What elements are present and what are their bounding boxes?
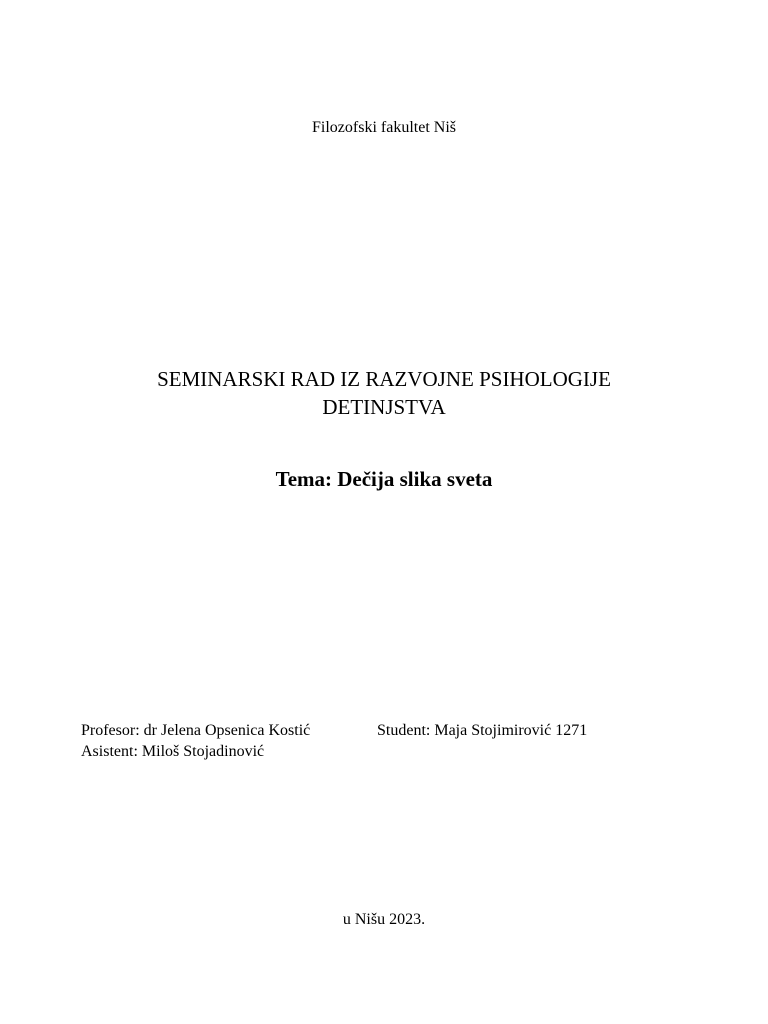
staff-block bbox=[81, 720, 310, 762]
student-line: Student: Maja Stojimirović 1271 bbox=[377, 722, 588, 739]
place-date: u Nišu 2023. bbox=[342, 911, 426, 928]
document-title bbox=[84, 365, 684, 421]
document-title-line-2: DETINJSTVA bbox=[322, 395, 446, 419]
faculty-name: Filozofski fakultet Niš bbox=[312, 119, 456, 136]
document-title-line-1: SEMINARSKI RAD IZ RAZVOJNE PSIHOLOGIJE bbox=[157, 367, 611, 391]
professor-line: Profesor: dr Jelena Opsenica Kostić bbox=[81, 722, 311, 739]
document-topic: Tema: Dečija slika sveta bbox=[275, 467, 493, 491]
assistant-line: Asistent: Miloš Stojadinović bbox=[81, 743, 265, 760]
